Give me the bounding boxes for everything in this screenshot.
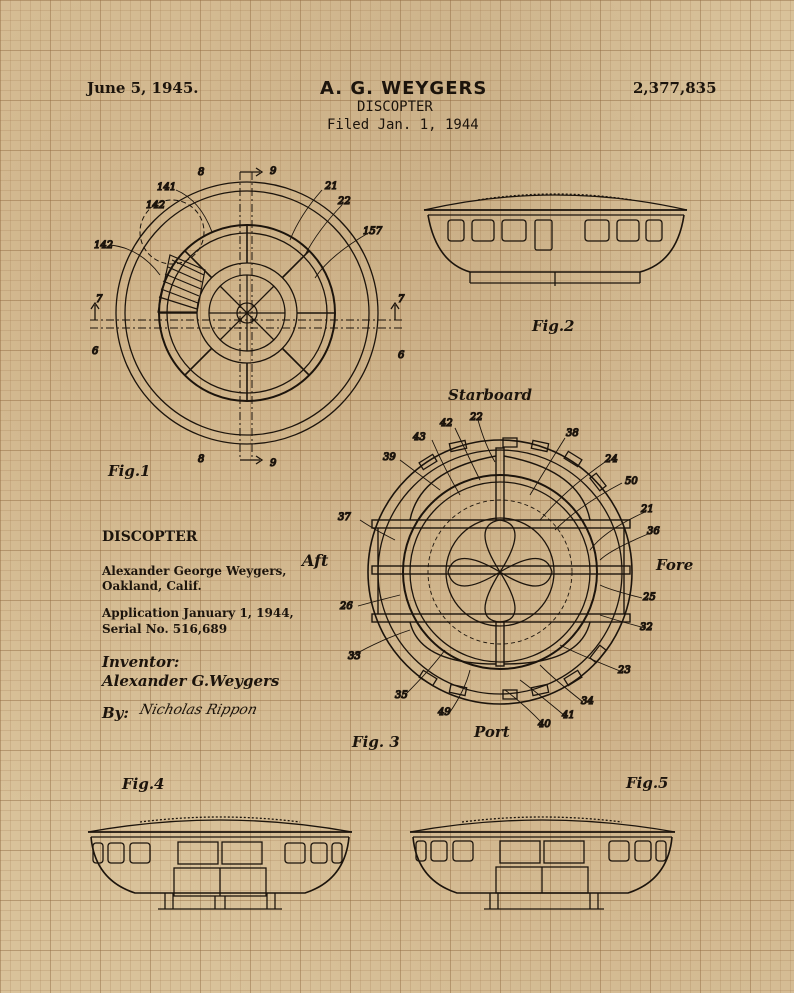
fig1-ref-157: 157 [363, 226, 383, 237]
fig3-ref-39: 39 [383, 452, 396, 463]
fig3-ref-34: 34 [581, 696, 594, 707]
fig4-landing-gear [158, 868, 282, 909]
fig5-windows [416, 841, 666, 863]
inventor-full-name: Alexander George Weygers, [102, 564, 287, 578]
fig3-label: Fig. 3 [352, 733, 400, 751]
fig3-ref-36: 36 [647, 526, 660, 537]
fig5-drawing [410, 817, 675, 909]
fig1-cabin-cells [209, 275, 285, 351]
fig1-ref-6b: 6 [398, 350, 405, 361]
fig3-ref-38: 38 [566, 428, 579, 439]
fig5-landing-gear [484, 867, 604, 909]
fig3-rim-windows [419, 438, 606, 699]
fig5-label: Fig.5 [626, 774, 669, 792]
fig3-ref-24: 24 [605, 454, 618, 465]
inventor-label: Inventor: [102, 653, 180, 671]
fig3-drawing [338, 412, 660, 730]
fig3-ref-25: 25 [643, 592, 656, 603]
fig3-ref-43: 43 [413, 432, 426, 443]
fig3-starboard-label: Starboard [448, 386, 532, 404]
fig2-drawing [424, 194, 687, 286]
fig3-ref-23: 23 [618, 665, 631, 676]
fig3-aft-label: Aft [302, 551, 329, 570]
fig4-dome [88, 820, 352, 832]
fig1-ref-8b: 8 [198, 454, 205, 465]
fig1-ref-22: 22 [338, 196, 351, 207]
fig1-drawing [90, 166, 405, 469]
fig3-ref-49: 49 [438, 707, 451, 718]
fig1-ref-9b: 9 [270, 458, 277, 469]
fig3-ref-22: 22 [470, 412, 483, 423]
fig1-ref-142a: 142 [146, 200, 166, 211]
fig2-label: Fig.2 [532, 317, 575, 335]
info-heading: DISCOPTER [102, 529, 198, 545]
fig3-ref-41: 41 [562, 710, 575, 721]
fig3-fore-label: Fore [656, 556, 694, 574]
fig3-ref-21: 21 [641, 504, 654, 515]
fig4-drawing [88, 817, 352, 909]
fig2-windows [448, 220, 662, 250]
fig3-ref-50: 50 [625, 476, 638, 487]
patent-date: June 5, 1945. [87, 79, 199, 97]
fig3-rotor-blades [448, 520, 552, 622]
application-date: Application January 1, 1944, [102, 606, 294, 620]
fig3-ref-32: 32 [640, 622, 653, 633]
fig3-transverse-frames [410, 448, 590, 666]
by-label: By: [102, 704, 129, 722]
inventor-signature: Alexander G.Weygers [102, 672, 280, 690]
patent-number: 2,377,835 [633, 79, 717, 97]
fig1-ref-141: 141 [157, 182, 177, 193]
fig4-windows [93, 842, 342, 864]
inventor-location: Oakland, Calif. [102, 579, 202, 593]
fig1-ref-8a: 8 [198, 167, 205, 178]
filed-date: Filed Jan. 1, 1944 [327, 117, 479, 133]
fig2-dome [424, 195, 687, 210]
fig1-ref-6a: 6 [92, 346, 99, 357]
fig3-ref-35: 35 [395, 690, 408, 701]
fig1-ref-7b: 7 [398, 294, 405, 305]
fig3-port-label: Port [474, 723, 510, 741]
fig1-ref-21: 21 [325, 181, 338, 192]
serial-number: Serial No. 516,689 [102, 622, 228, 636]
fig3-ref-37: 37 [338, 512, 351, 523]
attorney-signature: Nicholas Rippon [138, 702, 259, 718]
fig1-ref-9a: 9 [270, 166, 277, 177]
fig1-ref-7a: 7 [96, 294, 103, 305]
fig3-ref-40: 40 [538, 719, 551, 730]
fig4-label: Fig.4 [122, 775, 165, 793]
inventor-name: A. G. WEYGERS [320, 78, 488, 99]
patent-title: DISCOPTER [357, 99, 433, 115]
fig1-section-arrows [91, 168, 399, 464]
fig3-ref-33: 33 [348, 651, 361, 662]
fig3-ref-42: 42 [440, 418, 453, 429]
fig5-dome [410, 820, 675, 832]
fig1-ref-142b: 142 [94, 240, 114, 251]
fig1-label: Fig.1 [108, 462, 151, 480]
fig3-ref-26: 26 [340, 601, 353, 612]
